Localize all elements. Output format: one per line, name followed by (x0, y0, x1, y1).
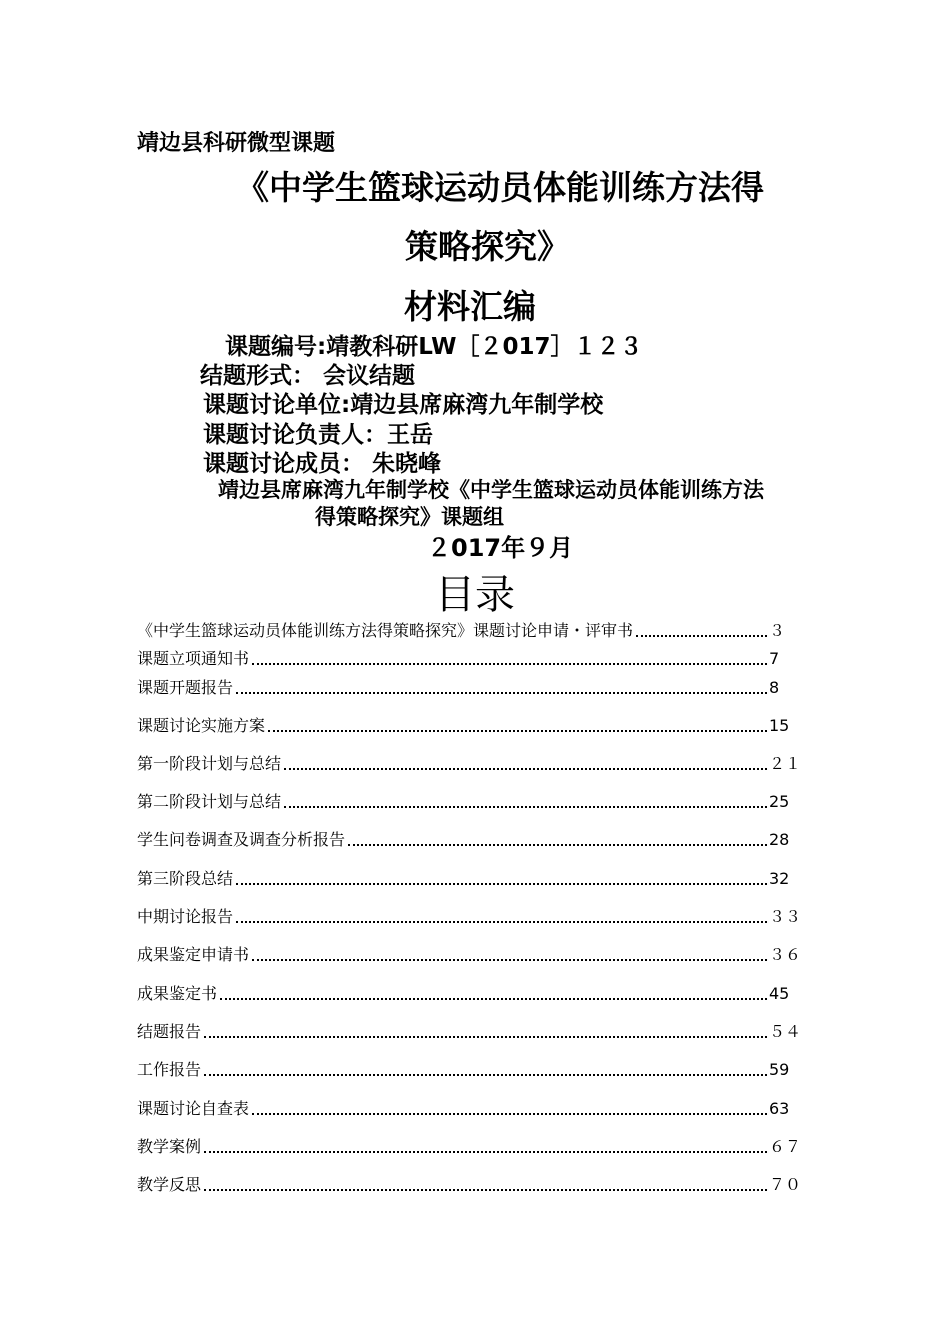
toc-item-label: 教学反思 (137, 1175, 202, 1194)
toc-item-page: 32 (769, 869, 790, 888)
toc-dot-leader (220, 998, 767, 1000)
toc-item (137, 648, 817, 670)
toc-item-page: 15 (769, 716, 790, 735)
toc-item-label: 中期讨论报告 (137, 907, 234, 926)
toc-item (137, 753, 817, 775)
toc-item-page: ３６ (769, 945, 802, 964)
toc-item-page: ５４ (769, 1022, 802, 1041)
toc-dot-leader (284, 806, 767, 808)
toc-dot-leader (252, 1113, 767, 1115)
toc-dot-leader (636, 635, 767, 637)
toc-item (137, 944, 817, 966)
toc-item-page: ３ (769, 621, 786, 640)
toc-item-page: ２１ (769, 754, 802, 773)
toc-item-label: 教学案例 (137, 1137, 202, 1156)
toc-dot-leader (268, 730, 767, 732)
toc-item-page: 59 (769, 1060, 790, 1079)
toc-item-page: ７０ (769, 1175, 802, 1194)
toc-item-label: 结题报告 (137, 1022, 202, 1041)
header-line: 靖边县科研微型课题 (137, 131, 336, 156)
toc-dot-leader (204, 1151, 767, 1153)
toc-item-label: 第三阶段总结 (137, 869, 234, 888)
toc-item (137, 1174, 817, 1196)
toc-item-page: 63 (769, 1099, 790, 1118)
toc-item (137, 868, 817, 890)
title-line-2: 策略探究》 (405, 227, 570, 266)
research-unit: 课题讨论单位:靖边县席麻湾九年制学校 (203, 392, 604, 418)
toc-item (137, 829, 817, 851)
toc-item-label: 课题立项通知书 (137, 649, 250, 668)
toc-item-page: 25 (769, 792, 790, 811)
project-group-line-1: 靖边县席麻湾九年制学校《中学生篮球运动员体能训练方法 (218, 478, 764, 502)
toc-item (137, 620, 817, 642)
project-leader: 课题讨论负责人：王岳 (203, 422, 433, 448)
toc-dot-leader (252, 959, 767, 961)
toc-title: 目录 (435, 572, 515, 618)
toc-dot-leader (204, 1189, 767, 1191)
toc-item (137, 1059, 817, 1081)
toc-item (137, 677, 817, 699)
toc-dot-leader (236, 692, 767, 694)
project-number: 课题编号:靖教科研LW［２017］１２３ (225, 334, 643, 360)
toc-item-page: 8 (769, 678, 780, 697)
toc-item (137, 906, 817, 928)
title-line-3: 材料汇编 (404, 287, 536, 326)
toc-item (137, 1098, 817, 1120)
toc-item (137, 983, 817, 1005)
toc-item-label: 第一阶段计划与总结 (137, 754, 282, 773)
toc-dot-leader (236, 883, 767, 885)
toc-dot-leader (204, 1036, 767, 1038)
project-members: 课题讨论成员： 朱晓峰 (203, 451, 442, 477)
toc-dot-leader (204, 1074, 767, 1076)
toc-dot-leader (236, 921, 767, 923)
toc-item-label: 课题讨论实施方案 (137, 716, 266, 735)
toc-item (137, 791, 817, 813)
toc-item-label: 课题讨论自查表 (137, 1099, 250, 1118)
toc-item-label: 成果鉴定书 (137, 984, 218, 1003)
toc-item (137, 1021, 817, 1043)
toc-item-label: 成果鉴定申请书 (137, 945, 250, 964)
toc-item-label: 工作报告 (137, 1060, 202, 1079)
toc-item (137, 1136, 817, 1158)
toc-item-page: 7 (769, 649, 780, 668)
project-group-line-2: 得策略探究》课题组 (315, 505, 504, 529)
toc-dot-leader (284, 768, 767, 770)
toc-item-page: 28 (769, 830, 790, 849)
toc-item-label: 课题开题报告 (137, 678, 234, 697)
toc-item-page: ３３ (769, 907, 802, 926)
toc-item-page: 45 (769, 984, 790, 1003)
toc-item-label: 第二阶段计划与总结 (137, 792, 282, 811)
toc-item-page: ６７ (769, 1137, 802, 1156)
toc-item-label: 《中学生篮球运动员体能训练方法得策略探究》课题讨论申请・评审书 (137, 621, 634, 640)
report-date: ２017年９月 (427, 534, 574, 562)
title-line-1: 《中学生篮球运动员体能训练方法得 (236, 168, 764, 207)
toc-item-label: 学生问卷调查及调查分析报告 (137, 830, 346, 849)
toc-item (137, 715, 817, 737)
toc-dot-leader (252, 663, 767, 665)
conclusion-form: 结题形式： 会议结题 (200, 363, 416, 389)
toc-dot-leader (348, 844, 767, 846)
